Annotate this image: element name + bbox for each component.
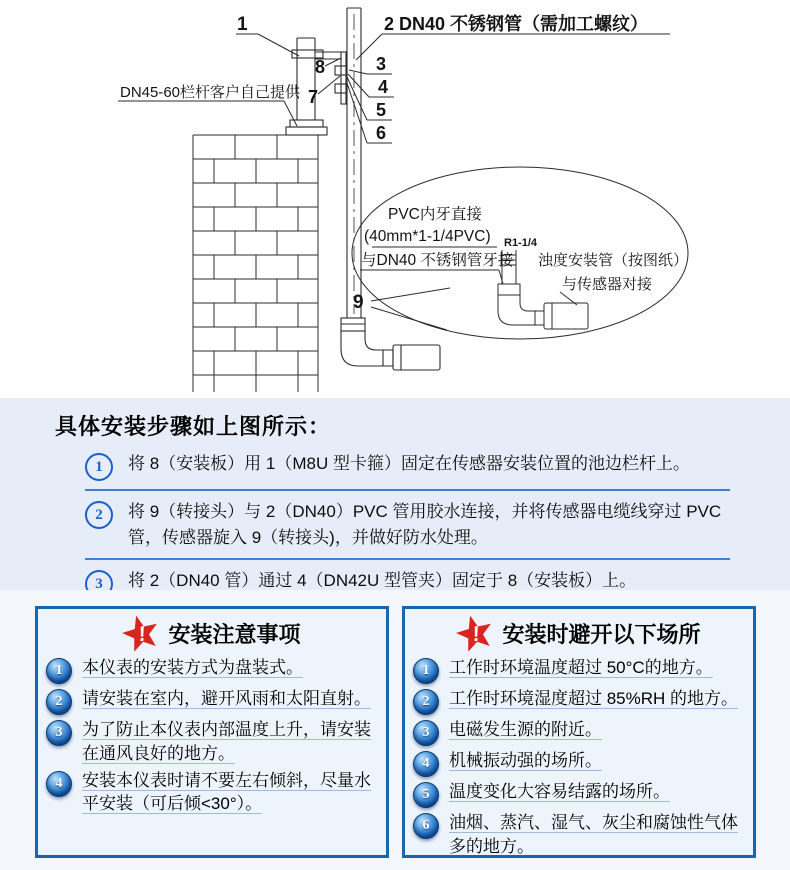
item-number-badge: 2 [413,689,439,715]
steel-pipe-label: 2 DN40 不锈钢管（需加工螺纹） [384,14,649,34]
item-number-badge: 6 [413,813,439,839]
warning-boxes-section [0,590,790,870]
notice-item-3 [46,718,376,766]
thread-size-label: R1-1/4 [504,237,538,249]
adapter-elbow-sensor [341,318,440,370]
item-number-badge: 1 [46,658,72,684]
steps-section [0,398,790,590]
callout-4: 4 [378,77,389,97]
callout-5: 5 [376,100,387,120]
notice-item-text: 安装本仪表时请不要左右倾斜，尽量水平安装（可后倾<30°）。 [82,770,371,814]
item-number-badge: 2 [46,689,72,715]
pvc-adapter-label-3: 与DN40 不锈钢管牙接 [361,252,514,269]
callout-3: 3 [376,54,387,74]
svg-text:!: ! [471,622,482,647]
sensor-body [393,345,440,370]
callout-9: 9 [353,292,364,313]
pvc-adapter-label-1: PVC内牙直接 [388,206,482,223]
avoid-item-text: 电磁发生源的附近。 [449,720,602,739]
svg-text:!: ! [137,622,148,647]
step-text: 将 8（安装板）用 1（M8U 型卡箍）固定在传感器安装位置的池边栏杆上。 [128,454,690,473]
brick-wall [193,135,318,392]
step-number-badge: 1 [85,453,113,481]
step-list [85,443,730,590]
notice-item-text: 请安装在室内，避开风雨和太阳直射。 [82,689,371,708]
dn40-pipe [347,8,361,318]
avoid-item-text: 工作时环境湿度超过 85%RH 的地方。 [449,689,739,708]
callout-6: 6 [376,123,387,143]
avoid-item-6 [413,811,743,858]
avoid-item-5 [413,780,743,808]
notice-item-2 [46,687,376,715]
notice-item-4 [46,769,376,817]
installation-diagram [0,0,790,398]
avoid-item-text: 温度变化大容易结露的场所。 [449,782,670,801]
steps-title: 具体安装步骤如上图所示： [55,414,332,439]
step-item-1 [85,443,730,489]
avoid-box-title: 安装时避开以下场所 [502,621,701,647]
notice-item-1 [46,656,376,684]
notice-item-text: 为了防止本仪表内部温度上升，请安装在通风良好的地方。 [82,720,371,763]
notice-box [35,606,389,858]
item-number-badge: 3 [46,720,72,746]
avoid-item-4 [413,749,743,777]
avoid-item-text: 机械振动强的场所。 [449,751,602,770]
warning-star-icon [121,613,161,653]
step-item-2 [85,491,730,558]
warning-star-icon [455,613,495,653]
notice-box-header [46,613,376,653]
avoid-item-text: 工作时环境温度超过 50°C的地方。 [449,658,713,677]
avoid-box-header [413,613,743,653]
avoid-item-text: 油烟、蒸汽、湿气、灰尘和腐蚀性气体多的地方。 [449,813,738,856]
pvc-adapter-label-2: (40mm*1-1/4PVC) [364,228,491,245]
turbidity-label-1: 浊度安装管（按图纸） [538,252,689,269]
item-number-badge: 4 [46,771,72,797]
avoid-item-2 [413,687,743,715]
item-number-badge: 4 [413,751,439,777]
avoid-box [402,606,756,858]
item-number-badge: 5 [413,782,439,808]
notice-item-text: 本仪表的安装方式为盘装式。 [82,658,303,677]
avoid-item-3 [413,718,743,746]
diagram-svg [0,0,790,398]
step-number-badge: 3 [85,570,113,590]
detail-sensor-body [544,303,588,329]
callout-8: 8 [315,57,326,77]
step-text: 将 2（DN40 管）通过 4（DN42U 型管夹）固定于 8（安装板）上。 [128,571,637,590]
callout-1: 1 [237,14,248,35]
step-number-badge: 2 [85,501,113,529]
item-number-badge: 1 [413,658,439,684]
notice-box-title: 安装注意事项 [168,621,301,647]
item-number-badge: 3 [413,720,439,746]
step-item-3 [85,560,730,590]
avoid-item-1 [413,656,743,684]
turbidity-label-2: 与传感器对接 [562,276,653,293]
callout-7: 7 [308,87,319,107]
step-text: 将 9（转接头）与 2（DN40）PVC 管用胶水连接，并将传感器电缆线穿过 PVC 管，传感器旋入 9（转接头)，并做好防水处理。 [128,502,722,547]
railing-label: DN45-60栏杆客户自己提供 [120,84,301,101]
